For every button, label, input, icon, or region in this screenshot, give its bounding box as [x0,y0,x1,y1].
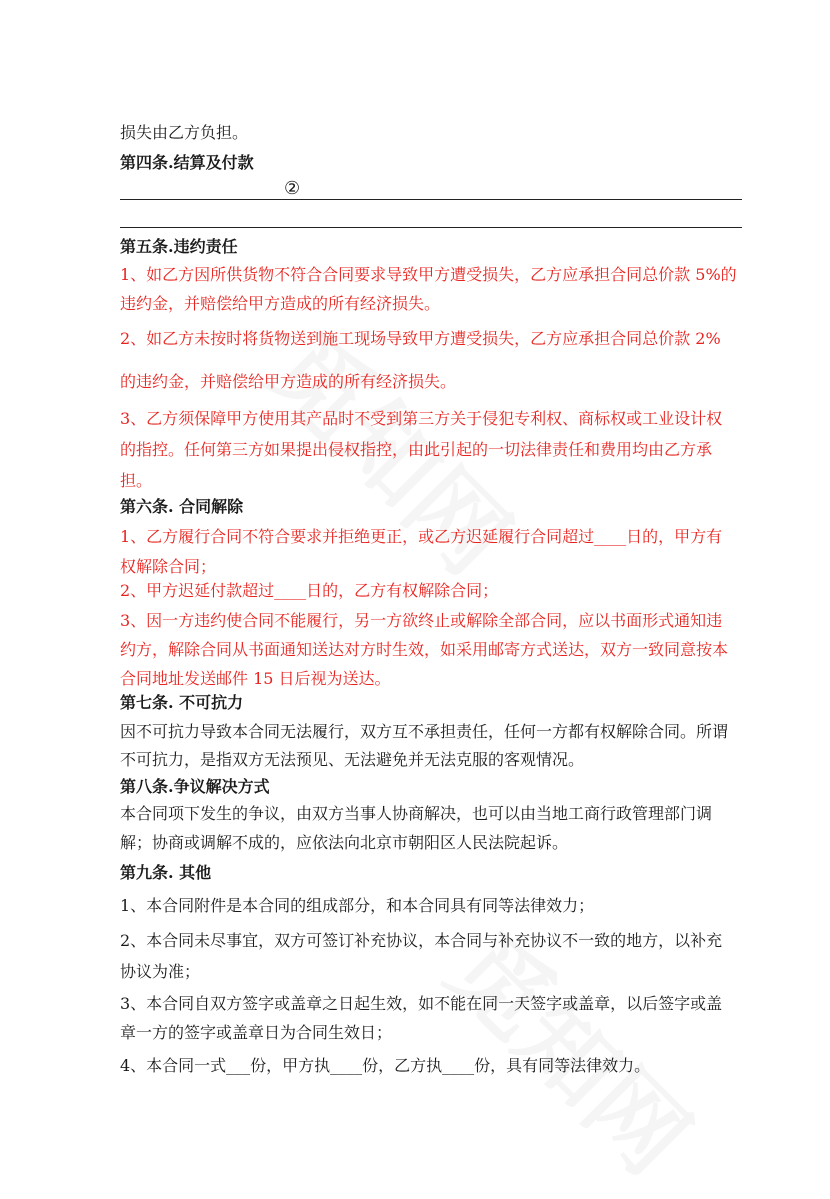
clause-text: 协议为准； [120,962,201,981]
clause-text: 本合同项下发生的争议，由双方当事人协商解决，也可以由当地工商行政管理部门调 [120,804,713,823]
blank-line [120,227,742,228]
clause-text: 担。 [120,471,153,490]
section-heading-7: 第七条. 不可抗力 [120,693,244,712]
clause-text: 3、乙方须保障甲方使用其产品时不受到第三方关于侵犯专利权、商标权或工业设计权 [120,409,723,428]
clause-text: 解；协商或调解不成的，应依法向北京市朝阳区人民法院起诉。 [120,833,569,852]
clause-text: 的违约金，并赔偿给甲方造成的所有经济损失。 [120,372,457,391]
text-line: 损失由乙方负担。 [120,123,249,142]
clause-text: 3、本合同自双方签字或盖章之日起生效，如不能在同一天签字或盖章，以后签字或盖 [120,994,723,1013]
clause-text: 1、如乙方因所供货物不符合合同要求导致甲方遭受损失，乙方应承担合同总价款 5%的 [120,265,737,284]
section-heading-5: 第五条.违约责任 [120,237,238,256]
clause-text: 2、如乙方未按时将货物送到施工现场导致甲方遭受损失，乙方应承担合同总价款 2% [120,329,721,348]
clause-text: 3、因一方违约使合同不能履行，另一方欲终止或解除全部合同，应以书面形式通知违 [120,611,723,630]
clause-text: 2、甲方迟延付款超过____日的，乙方有权解除合同； [120,581,499,600]
section-heading-6: 第六条. 合同解除 [120,497,244,516]
section-heading-9: 第九条. 其他 [120,863,212,882]
clause-text: 权解除合同； [120,557,217,576]
clause-text: 合同地址发送邮件 15 日后视为送达。 [120,669,391,688]
clause-text: 不可抗力，是指双方无法预见、无法避免并无法克服的客观情况。 [120,750,585,769]
blank-line [120,199,742,200]
circled-number: ② [284,178,301,199]
clause-text: 违约金，并赔偿给甲方造成的所有经济损失。 [120,294,441,313]
clause-text: 1、本合同附件是本合同的组成部分，和本合同具有同等法律效力； [120,896,595,915]
section-heading-8: 第八条.争议解决方式 [120,777,270,796]
clause-text: 4、本合同一式___份，甲方执____份，乙方执____份，具有同等法律效力。 [120,1056,651,1075]
clause-text: 章一方的签字或盖章日为合同生效日； [120,1023,393,1042]
clause-text: 约方，解除合同从书面通知送达对方时生效，如采用邮寄方式送达，双方一致同意按本 [120,640,729,659]
clause-text: 1、乙方履行合同不符合要求并拒绝更正，或乙方迟延履行合同超过____日的，甲方有 [120,527,723,546]
clause-text: 的指控。任何第三方如果提出侵权指控，由此引起的一切法律责任和费用均由乙方承 [120,440,713,459]
clause-text: 因不可抗力导致本合同无法履行，双方互不承担责任，任何一方都有权解除合同。所谓 [120,722,729,741]
clause-text: 2、本合同未尽事宜，双方可签订补充协议，本合同与补充协议不一致的地方，以补充 [120,931,723,950]
section-heading-4: 第四条.结算及付款 [120,153,254,172]
